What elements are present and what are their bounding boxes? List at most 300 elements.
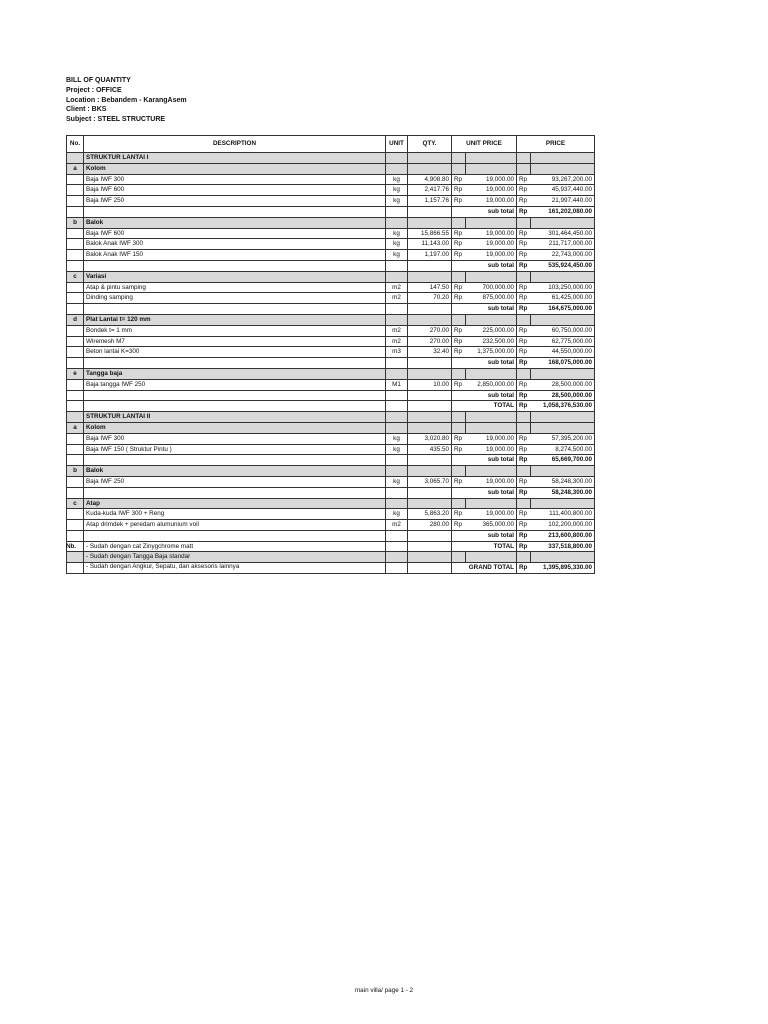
subtotal-row bbox=[67, 401, 595, 412]
row-unit: m2 bbox=[386, 293, 408, 304]
row-qty: 3,065.70 bbox=[408, 476, 452, 487]
row-no bbox=[67, 509, 84, 520]
row-unit-price-currency: Rp bbox=[452, 520, 466, 531]
empty-cell bbox=[386, 401, 408, 412]
row-no bbox=[67, 379, 84, 390]
boq-table bbox=[66, 135, 595, 574]
empty-cell bbox=[408, 314, 452, 325]
empty-cell bbox=[386, 217, 408, 228]
row-description: Balok bbox=[84, 217, 386, 228]
subtotal-currency: Rp bbox=[517, 541, 531, 552]
row-description: Kolom bbox=[84, 422, 386, 433]
subtotal-value: 1,395,895,330.00 bbox=[531, 563, 595, 574]
empty-cell bbox=[452, 163, 466, 174]
empty-cell bbox=[466, 466, 517, 477]
row-no bbox=[67, 358, 84, 369]
item-row bbox=[67, 196, 595, 207]
row-qty: 270.00 bbox=[408, 325, 452, 336]
row-description bbox=[84, 401, 386, 412]
empty-cell bbox=[386, 358, 408, 369]
row-price: 22,743,000.00 bbox=[531, 250, 595, 261]
row-price: 21,997,440.00 bbox=[531, 196, 595, 207]
empty-cell bbox=[408, 563, 452, 574]
empty-cell bbox=[408, 401, 452, 412]
row-unit-price-currency: Rp bbox=[452, 509, 466, 520]
row-unit: m2 bbox=[386, 282, 408, 293]
row-no: c bbox=[67, 271, 84, 282]
row-unit-price: 225,000.00 bbox=[466, 325, 517, 336]
row-description bbox=[84, 304, 386, 315]
row-description bbox=[84, 487, 386, 498]
empty-cell bbox=[517, 314, 531, 325]
row-description: Balok Anak IWF 150 bbox=[84, 250, 386, 261]
row-unit-price-currency: Rp bbox=[452, 347, 466, 358]
row-unit-price: 19,000.00 bbox=[466, 174, 517, 185]
row-qty: 32.40 bbox=[408, 347, 452, 358]
row-no bbox=[67, 260, 84, 271]
row-description: Baja IWF 250 bbox=[84, 196, 386, 207]
empty-cell bbox=[386, 314, 408, 325]
row-price-currency: Rp bbox=[517, 196, 531, 207]
empty-cell bbox=[408, 498, 452, 509]
col-header-price: PRICE bbox=[517, 136, 595, 153]
empty-cell bbox=[466, 552, 517, 563]
row-price-currency: Rp bbox=[517, 228, 531, 239]
row-unit: kg bbox=[386, 476, 408, 487]
subtotal-label: TOTAL bbox=[452, 401, 517, 412]
row-description: Balok bbox=[84, 466, 386, 477]
row-qty: 435.50 bbox=[408, 444, 452, 455]
row-price: 62,775,000.00 bbox=[531, 336, 595, 347]
empty-cell bbox=[517, 368, 531, 379]
empty-cell bbox=[452, 498, 466, 509]
row-no bbox=[67, 293, 84, 304]
empty-cell bbox=[517, 271, 531, 282]
subtotal-value: 164,675,000.00 bbox=[531, 304, 595, 315]
row-no bbox=[67, 390, 84, 401]
empty-cell bbox=[386, 487, 408, 498]
notes-label: Nb. bbox=[66, 543, 77, 550]
subtotal-label: sub total bbox=[452, 487, 517, 498]
row-price-currency: Rp bbox=[517, 336, 531, 347]
row-qty: 270.00 bbox=[408, 336, 452, 347]
row-unit-price: 19,000.00 bbox=[466, 228, 517, 239]
row-price-currency: Rp bbox=[517, 282, 531, 293]
row-price: 93,267,200.00 bbox=[531, 174, 595, 185]
row-no bbox=[67, 174, 84, 185]
subtotal-row bbox=[67, 206, 595, 217]
row-unit-price: 1,375,000.00 bbox=[466, 347, 517, 358]
row-price: 61,425,000.00 bbox=[531, 293, 595, 304]
item-row bbox=[67, 293, 595, 304]
subtotal-currency: Rp bbox=[517, 563, 531, 574]
row-description: STRUKTUR LANTAI I bbox=[84, 153, 386, 164]
row-no bbox=[67, 282, 84, 293]
row-no bbox=[67, 206, 84, 217]
subtotal-label: GRAND TOTAL bbox=[452, 563, 517, 574]
empty-cell bbox=[408, 206, 452, 217]
subtotal-value: 161,202,080.00 bbox=[531, 206, 595, 217]
row-price-currency: Rp bbox=[517, 476, 531, 487]
row-no bbox=[67, 401, 84, 412]
row-unit: m2 bbox=[386, 325, 408, 336]
subtotal-value: 28,500,000.00 bbox=[531, 390, 595, 401]
row-no bbox=[67, 336, 84, 347]
row-price: 44,550,000.00 bbox=[531, 347, 595, 358]
empty-cell bbox=[408, 530, 452, 541]
row-no bbox=[67, 185, 84, 196]
row-unit-price-currency: Rp bbox=[452, 239, 466, 250]
group-row bbox=[67, 422, 595, 433]
row-unit-price: 19,000.00 bbox=[466, 250, 517, 261]
subtotal-currency: Rp bbox=[517, 401, 531, 412]
row-price: 8,274,500.00 bbox=[531, 444, 595, 455]
subtotal-value: 337,518,800.00 bbox=[531, 541, 595, 552]
item-row bbox=[67, 433, 595, 444]
subject-line: Subject : STEEL STRUCTURE bbox=[66, 116, 166, 124]
subtotal-label: TOTAL bbox=[452, 541, 517, 552]
row-unit: kg bbox=[386, 239, 408, 250]
group-row bbox=[67, 163, 595, 174]
empty-cell bbox=[386, 541, 408, 552]
row-description: Wiremesh M7 bbox=[84, 336, 386, 347]
row-description: STRUKTUR LANTAI II bbox=[84, 412, 386, 423]
row-unit-price: 2,850,000.00 bbox=[466, 379, 517, 390]
row-unit-price-currency: Rp bbox=[452, 325, 466, 336]
row-qty: 2,417.76 bbox=[408, 185, 452, 196]
row-unit-price: 19,000.00 bbox=[466, 239, 517, 250]
row-no bbox=[67, 455, 84, 466]
row-qty: 4,908.80 bbox=[408, 174, 452, 185]
subtotal-value: 1,058,376,530.00 bbox=[531, 401, 595, 412]
empty-cell bbox=[408, 153, 452, 164]
group-row bbox=[67, 466, 595, 477]
subtotal-row bbox=[67, 304, 595, 315]
subtotal-label: sub total bbox=[452, 358, 517, 369]
row-price: 103,250,000.00 bbox=[531, 282, 595, 293]
empty-cell bbox=[517, 412, 531, 423]
row-description: Atap drimdek + peredam alumunium voil bbox=[84, 520, 386, 531]
row-unit: kg bbox=[386, 196, 408, 207]
row-unit-price-currency: Rp bbox=[452, 282, 466, 293]
empty-cell bbox=[517, 552, 531, 563]
empty-cell bbox=[386, 390, 408, 401]
empty-cell bbox=[386, 153, 408, 164]
empty-cell bbox=[466, 314, 517, 325]
row-qty: 147.50 bbox=[408, 282, 452, 293]
empty-cell bbox=[386, 498, 408, 509]
item-row bbox=[67, 444, 595, 455]
row-description: Plat Lantai t= 120 mm bbox=[84, 314, 386, 325]
row-price-currency: Rp bbox=[517, 444, 531, 455]
row-unit-price: 19,000.00 bbox=[466, 185, 517, 196]
empty-cell bbox=[408, 163, 452, 174]
row-no: e bbox=[67, 368, 84, 379]
item-row bbox=[67, 325, 595, 336]
row-unit-price-currency: Rp bbox=[452, 196, 466, 207]
empty-cell bbox=[386, 552, 408, 563]
row-unit-price-currency: Rp bbox=[452, 433, 466, 444]
empty-cell bbox=[408, 390, 452, 401]
row-unit-price-currency: Rp bbox=[452, 379, 466, 390]
empty-cell bbox=[531, 153, 595, 164]
row-description: Baja IWF 300 bbox=[84, 174, 386, 185]
row-no bbox=[67, 250, 84, 261]
row-unit-price-currency: Rp bbox=[452, 476, 466, 487]
row-unit-price-currency: Rp bbox=[452, 336, 466, 347]
subtotal-row bbox=[67, 530, 595, 541]
row-price-currency: Rp bbox=[517, 293, 531, 304]
col-header-no: No. bbox=[67, 136, 84, 153]
row-price-currency: Rp bbox=[517, 347, 531, 358]
empty-cell bbox=[531, 368, 595, 379]
item-row bbox=[67, 282, 595, 293]
empty-cell bbox=[466, 271, 517, 282]
empty-cell bbox=[466, 368, 517, 379]
empty-cell bbox=[452, 412, 466, 423]
item-row bbox=[67, 174, 595, 185]
row-unit-price: 19,000.00 bbox=[466, 509, 517, 520]
row-description: Atap & pintu samping bbox=[84, 282, 386, 293]
row-no bbox=[67, 153, 84, 164]
row-description: Variasi bbox=[84, 271, 386, 282]
row-qty: 1,157.76 bbox=[408, 196, 452, 207]
empty-cell bbox=[386, 563, 408, 574]
subtotal-currency: Rp bbox=[517, 487, 531, 498]
row-unit: kg bbox=[386, 444, 408, 455]
row-price-currency: Rp bbox=[517, 433, 531, 444]
row-description bbox=[84, 530, 386, 541]
row-unit-price: 875,000.00 bbox=[466, 293, 517, 304]
row-description: Beton lantai K=300 bbox=[84, 347, 386, 358]
col-header-description: DESCRIPTION bbox=[84, 136, 386, 153]
empty-cell bbox=[408, 358, 452, 369]
empty-cell bbox=[386, 422, 408, 433]
subtotal-value: 58,248,300.00 bbox=[531, 487, 595, 498]
subtotal-row bbox=[67, 487, 595, 498]
row-unit-price-currency: Rp bbox=[452, 174, 466, 185]
row-price: 111,400,800.00 bbox=[531, 509, 595, 520]
row-no bbox=[67, 433, 84, 444]
group-row bbox=[67, 217, 595, 228]
empty-cell bbox=[531, 163, 595, 174]
empty-cell bbox=[517, 153, 531, 164]
empty-cell bbox=[531, 422, 595, 433]
empty-cell bbox=[386, 466, 408, 477]
empty-cell bbox=[531, 314, 595, 325]
subtotal-value: 213,600,800.00 bbox=[531, 530, 595, 541]
row-unit: m2 bbox=[386, 336, 408, 347]
group-row bbox=[67, 368, 595, 379]
row-unit: kg bbox=[386, 185, 408, 196]
row-unit: kg bbox=[386, 433, 408, 444]
subtotal-currency: Rp bbox=[517, 260, 531, 271]
item-row bbox=[67, 520, 595, 531]
row-description: Bondek t= 1 mm bbox=[84, 325, 386, 336]
row-no bbox=[67, 487, 84, 498]
empty-cell bbox=[452, 314, 466, 325]
row-unit: kg bbox=[386, 509, 408, 520]
row-unit: m3 bbox=[386, 347, 408, 358]
subtotal-currency: Rp bbox=[517, 390, 531, 401]
page-footer: main villa/ page 1 - 2 bbox=[354, 987, 414, 994]
subtotal-label: sub total bbox=[452, 260, 517, 271]
empty-cell bbox=[517, 422, 531, 433]
row-description: Baja IWF 600 bbox=[84, 228, 386, 239]
row-unit-price: 19,000.00 bbox=[466, 444, 517, 455]
item-row bbox=[67, 250, 595, 261]
row-no: b bbox=[67, 466, 84, 477]
empty-cell bbox=[408, 260, 452, 271]
row-price: 28,500,000.00 bbox=[531, 379, 595, 390]
col-header-unit: UNIT bbox=[386, 136, 408, 153]
empty-cell bbox=[466, 217, 517, 228]
empty-cell bbox=[408, 412, 452, 423]
col-header-unit-price: UNIT PRICE bbox=[452, 136, 517, 153]
subtotal-label: sub total bbox=[452, 206, 517, 217]
project-line: Project : OFFICE bbox=[66, 86, 122, 94]
empty-cell bbox=[386, 163, 408, 174]
empty-cell bbox=[452, 368, 466, 379]
note-item: - Sudah dengan Tangga Baja standar bbox=[86, 553, 191, 560]
row-qty: 5,863.20 bbox=[408, 509, 452, 520]
subtotal-currency: Rp bbox=[517, 455, 531, 466]
row-no bbox=[67, 239, 84, 250]
row-price-currency: Rp bbox=[517, 379, 531, 390]
empty-cell bbox=[466, 422, 517, 433]
row-unit-price-currency: Rp bbox=[452, 293, 466, 304]
table-body bbox=[67, 153, 595, 574]
row-description: Balok Anak IWF 300 bbox=[84, 239, 386, 250]
item-row bbox=[67, 228, 595, 239]
empty-cell bbox=[386, 412, 408, 423]
doc-title: BILL OF QUANTITY bbox=[66, 77, 131, 84]
row-description: Dinding samping bbox=[84, 293, 386, 304]
row-qty: 15,866.55 bbox=[408, 228, 452, 239]
row-description: Kuda-kuda IWF 300 + Reng bbox=[84, 509, 386, 520]
item-row bbox=[67, 185, 595, 196]
note-item: - Sudah dengan cat Zinygchrome matt bbox=[86, 543, 194, 550]
row-price-currency: Rp bbox=[517, 325, 531, 336]
row-no: a bbox=[67, 422, 84, 433]
row-unit-price: 365,000.00 bbox=[466, 520, 517, 531]
row-unit-price-currency: Rp bbox=[452, 185, 466, 196]
item-row bbox=[67, 509, 595, 520]
row-unit: M1 bbox=[386, 379, 408, 390]
row-price-currency: Rp bbox=[517, 174, 531, 185]
empty-cell bbox=[452, 217, 466, 228]
empty-cell bbox=[452, 466, 466, 477]
row-description bbox=[84, 390, 386, 401]
empty-cell bbox=[517, 217, 531, 228]
row-no: b bbox=[67, 217, 84, 228]
empty-cell bbox=[531, 271, 595, 282]
row-price-currency: Rp bbox=[517, 250, 531, 261]
empty-cell bbox=[466, 412, 517, 423]
note-item: - Sudah dengan Angkur, Sepatu, dan aksesoris lainnya bbox=[86, 563, 240, 570]
row-no bbox=[67, 530, 84, 541]
row-unit-price-currency: Rp bbox=[452, 444, 466, 455]
row-price-currency: Rp bbox=[517, 239, 531, 250]
row-no bbox=[67, 196, 84, 207]
subtotal-row bbox=[67, 260, 595, 271]
empty-cell bbox=[408, 466, 452, 477]
subtotal-value: 535,924,450.00 bbox=[531, 260, 595, 271]
empty-cell bbox=[408, 217, 452, 228]
row-no bbox=[67, 520, 84, 531]
row-description: Atap bbox=[84, 498, 386, 509]
section-row bbox=[67, 412, 595, 423]
group-row bbox=[67, 498, 595, 509]
row-unit-price: 700,000.00 bbox=[466, 282, 517, 293]
item-row bbox=[67, 239, 595, 250]
empty-cell bbox=[466, 163, 517, 174]
group-row bbox=[67, 271, 595, 282]
location-line: Location : Bebandem - KarangAsem bbox=[66, 96, 187, 104]
row-description: Baja IWF 600 bbox=[84, 185, 386, 196]
row-price: 60,750,000.00 bbox=[531, 325, 595, 336]
empty-cell bbox=[386, 304, 408, 315]
empty-cell bbox=[386, 206, 408, 217]
empty-cell bbox=[408, 304, 452, 315]
row-price: 102,200,000.00 bbox=[531, 520, 595, 531]
row-unit: kg bbox=[386, 174, 408, 185]
row-price: 45,937,440.00 bbox=[531, 185, 595, 196]
row-unit-price-currency: Rp bbox=[452, 250, 466, 261]
row-no bbox=[67, 304, 84, 315]
row-description: Baja IWF 300 bbox=[84, 433, 386, 444]
row-description: Tangga baja bbox=[84, 368, 386, 379]
table-header-row bbox=[67, 136, 595, 153]
subtotal-row bbox=[67, 455, 595, 466]
row-no bbox=[67, 325, 84, 336]
item-row bbox=[67, 476, 595, 487]
empty-cell bbox=[452, 422, 466, 433]
row-no: d bbox=[67, 314, 84, 325]
client-line: Client : BKS bbox=[66, 106, 107, 114]
row-price: 211,717,000.00 bbox=[531, 239, 595, 250]
row-unit-price: 19,000.00 bbox=[466, 433, 517, 444]
empty-cell bbox=[531, 412, 595, 423]
empty-cell bbox=[408, 368, 452, 379]
row-unit: m2 bbox=[386, 520, 408, 531]
row-qty: 3,020.80 bbox=[408, 433, 452, 444]
group-row bbox=[67, 314, 595, 325]
col-header-qty: QTY. bbox=[408, 136, 452, 153]
row-no bbox=[67, 412, 84, 423]
empty-cell bbox=[408, 541, 452, 552]
empty-cell bbox=[466, 153, 517, 164]
subtotal-currency: Rp bbox=[517, 358, 531, 369]
empty-cell bbox=[408, 455, 452, 466]
subtotal-label: sub total bbox=[452, 455, 517, 466]
row-qty: 1,197.00 bbox=[408, 250, 452, 261]
item-row bbox=[67, 336, 595, 347]
row-qty: 11,143.00 bbox=[408, 239, 452, 250]
item-row bbox=[67, 347, 595, 358]
empty-cell bbox=[386, 368, 408, 379]
row-unit-price: 232,500.00 bbox=[466, 336, 517, 347]
row-no: c bbox=[67, 498, 84, 509]
empty-cell bbox=[408, 271, 452, 282]
row-qty: 280.00 bbox=[408, 520, 452, 531]
row-price: 57,395,200.00 bbox=[531, 433, 595, 444]
row-price-currency: Rp bbox=[517, 185, 531, 196]
subtotal-label: sub total bbox=[452, 304, 517, 315]
empty-cell bbox=[466, 498, 517, 509]
section-row bbox=[67, 153, 595, 164]
row-description: Baja IWF 250 bbox=[84, 476, 386, 487]
